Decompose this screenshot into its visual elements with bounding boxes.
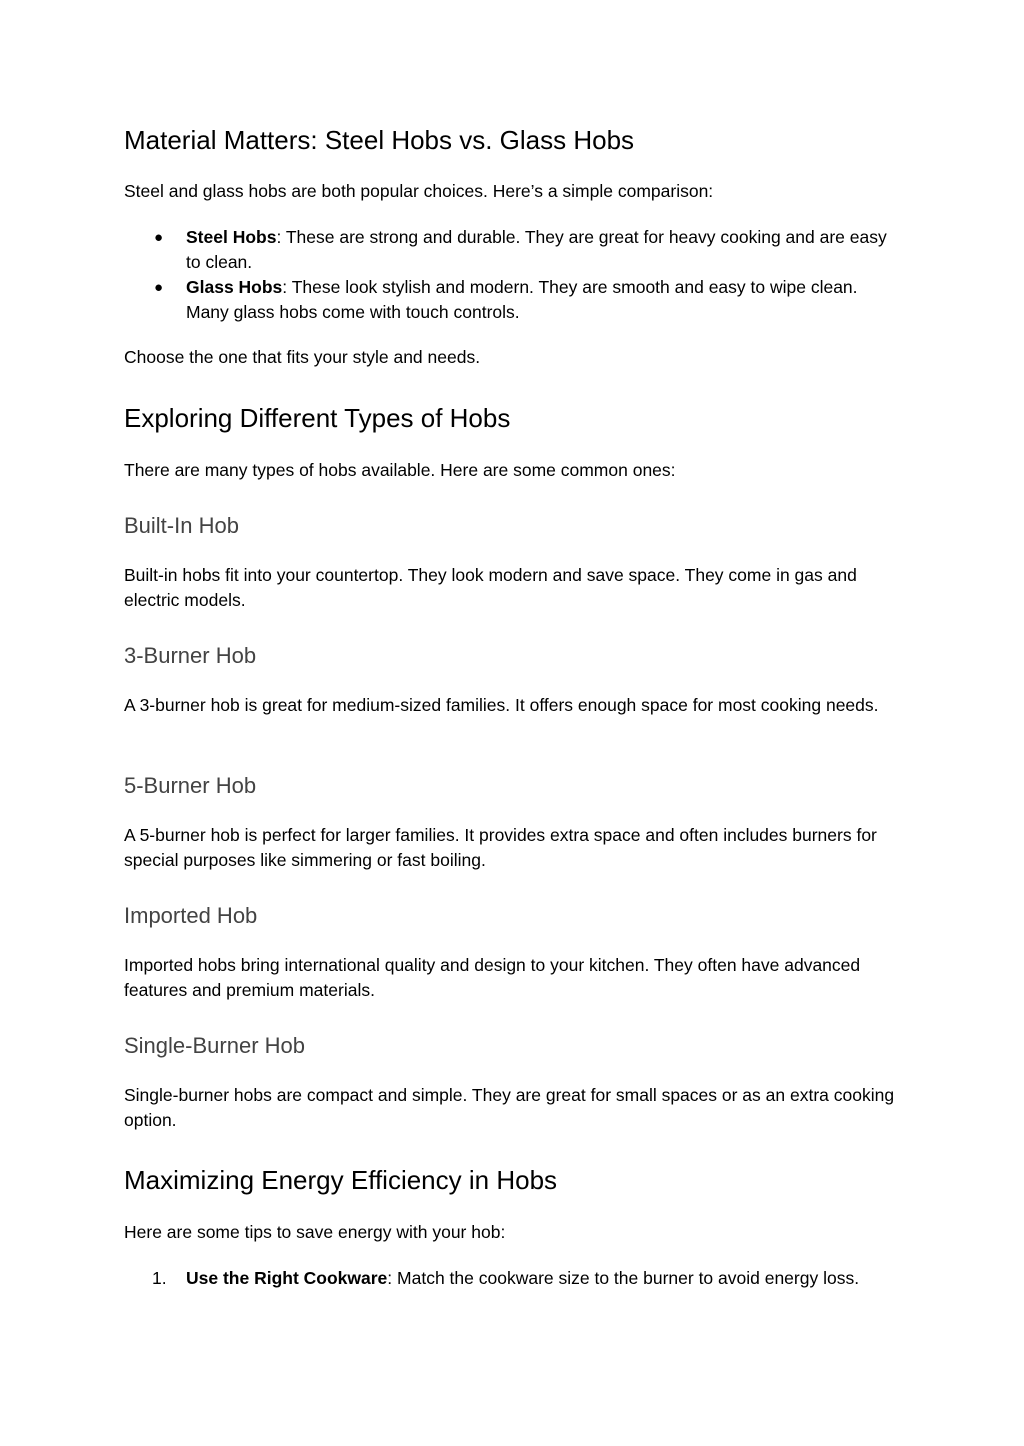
paragraph-single-burner-hob: Single-burner hobs are compact and simple. They are great for small spaces or as an extra cooking option. xyxy=(124,1085,895,1130)
list-item xyxy=(124,275,904,325)
list-item-term: Steel Hobs xyxy=(186,227,277,247)
paragraph-3-burner-hob: A 3-burner hob is great for medium-sized families. It offers enough space for most cooking needs. xyxy=(124,695,879,715)
material-bullet-list xyxy=(124,225,904,325)
paragraph-comparison-intro: Steel and glass hobs are both popular choices. Here’s a simple comparison: xyxy=(124,181,714,201)
list-item-term: Glass Hobs xyxy=(186,277,283,297)
heading-types-of-hobs: Exploring Different Types of Hobs xyxy=(124,403,511,433)
list-item-text: : These are strong and durable. They are great for heavy cooking and are easy to clean. xyxy=(186,227,887,272)
paragraph-5-burner-hob: A 5-burner hob is perfect for larger families. It provides extra space and often includes burners for special purposes like simmering or fast boiling. xyxy=(124,825,877,870)
heading-steel-vs-glass: Material Matters: Steel Hobs vs. Glass Hobs xyxy=(124,125,635,155)
bullet-icon: ● xyxy=(154,279,164,296)
heading-energy-efficiency: Maximizing Energy Efficiency in Hobs xyxy=(124,1165,558,1195)
paragraph-energy-intro: Here are some tips to save energy with your hob: xyxy=(124,1222,506,1242)
list-number: 1. xyxy=(152,1268,167,1288)
bullet-icon: ● xyxy=(154,229,164,246)
list-item-text: : Match the cookware size to the burner to avoid energy loss. xyxy=(387,1268,860,1288)
list-item-term: Use the Right Cookware xyxy=(186,1268,388,1288)
paragraph-imported-hob: Imported hobs bring international quality and design to your kitchen. They often have advanced features and premium materials. xyxy=(124,955,861,1000)
subheading-3-burner-hob: 3-Burner Hob xyxy=(124,643,257,668)
paragraph-built-in-hob: Built-in hobs fit into your countertop. They look modern and save space. They come in gas and electric models. xyxy=(124,565,857,610)
list-item xyxy=(124,1266,904,1291)
paragraph-choose: Choose the one that fits your style and needs. xyxy=(124,347,481,367)
energy-tips-list xyxy=(124,1266,904,1291)
subheading-single-burner-hob: Single-Burner Hob xyxy=(124,1033,305,1058)
paragraph-types-intro: There are many types of hobs available. Here are some common ones: xyxy=(124,460,676,480)
list-item-text: : These look stylish and modern. They are smooth and easy to wipe clean. Many glass hobs come with touch controls. xyxy=(186,277,858,322)
subheading-imported-hob: Imported Hob xyxy=(124,903,258,928)
subheading-5-burner-hob: 5-Burner Hob xyxy=(124,773,257,798)
list-item xyxy=(124,225,904,275)
subheading-built-in-hob: Built-In Hob xyxy=(124,513,239,538)
